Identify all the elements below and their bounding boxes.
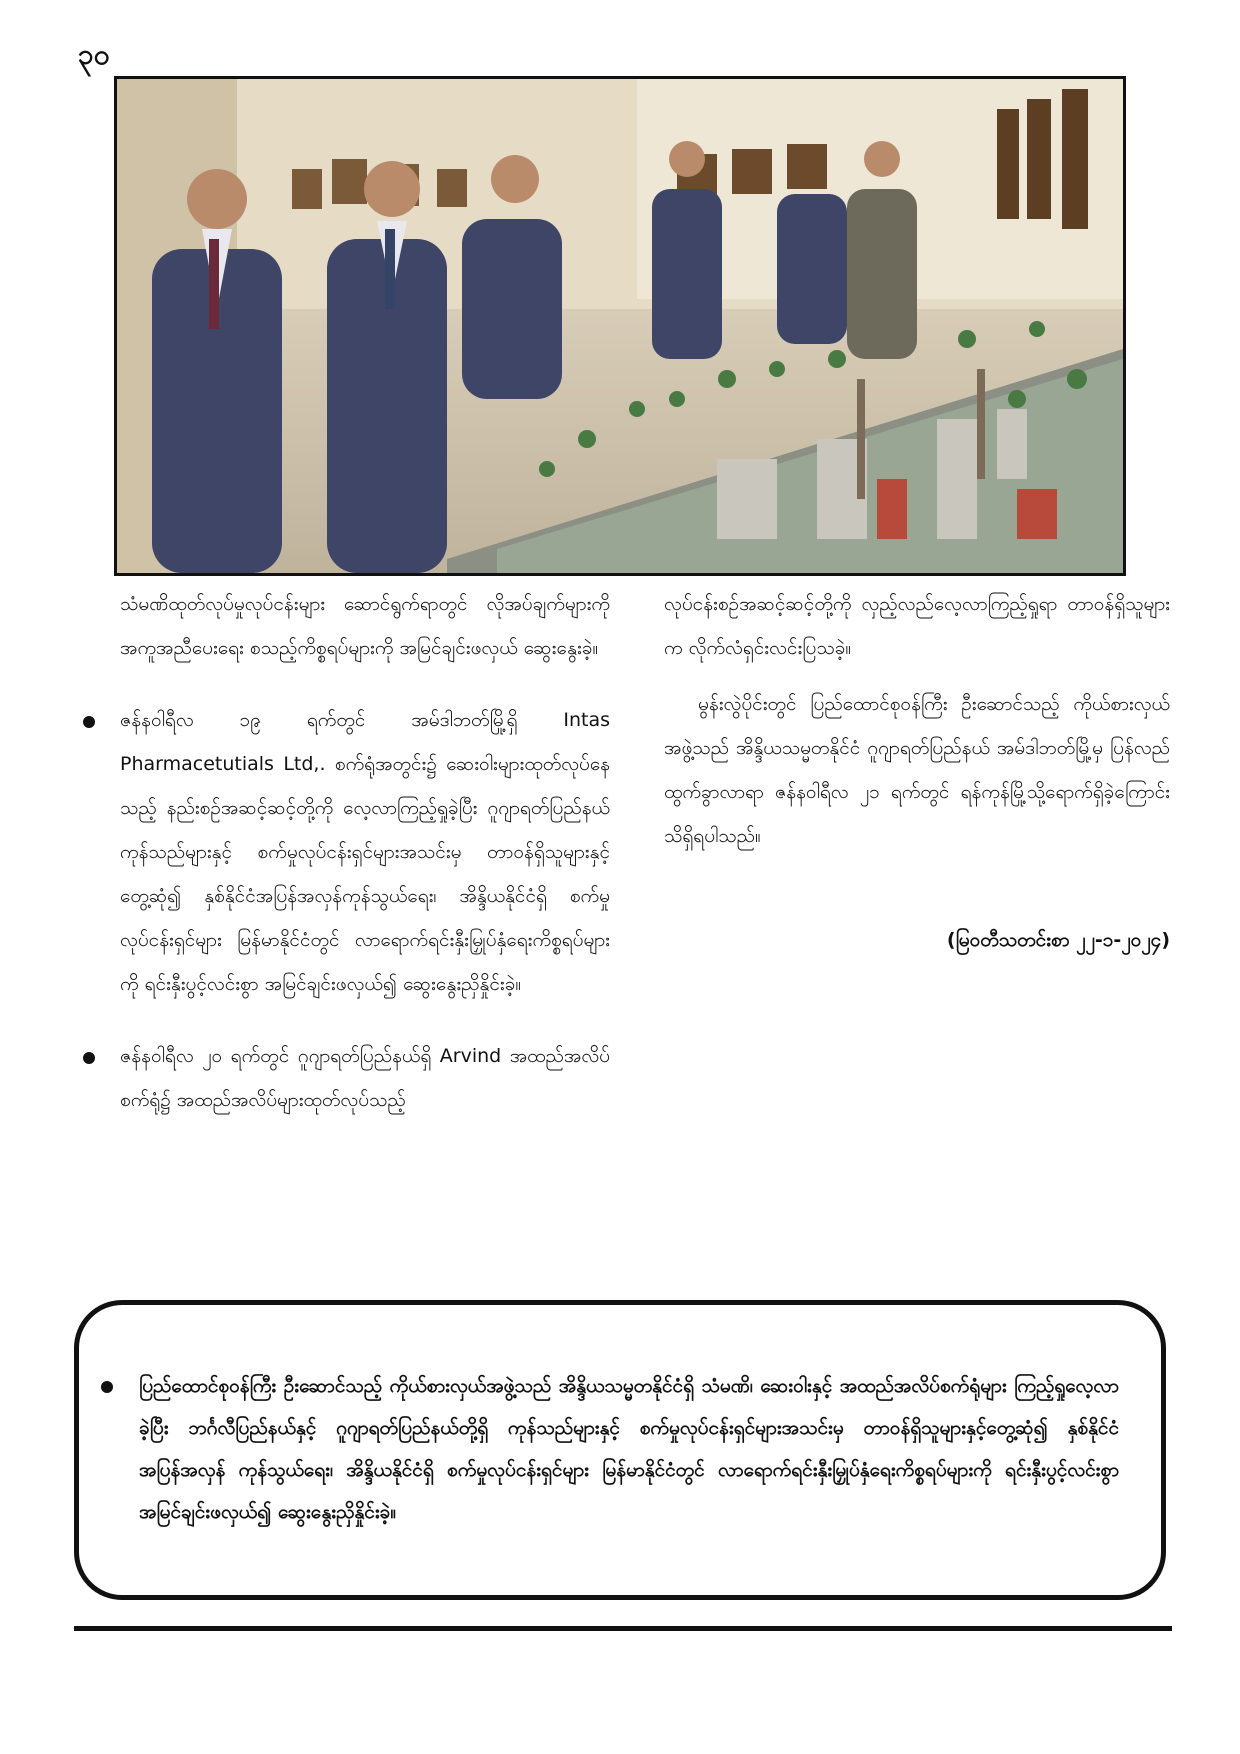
- right-continued-paragraph: လုပ်ငန်းစဉ်အဆင့်ဆင့်တို့ကို လှည့်လည်လေ့လာကြည့်ရှုရာ တာဝန်ရှိသူများက လိုက်လံရှင်းလင်းပြသခဲ့။: [664, 593, 1170, 659]
- bullet-icon: [101, 1381, 113, 1393]
- summary-text: ပြည်ထောင်စုဝန်ကြီး ဦးဆောင်သည့် ကိုယ်စားလှယ်အဖွဲ့သည် အိန္ဒိယသမ္မတနိုင်ငံရှိ သံမဏိ၊ ဆေးဝါးနှင့် အထည်အလိပ်စက်ရုံများ ကြည့်ရှုလေ့လာခဲ့ပြီး ဘင်္ဂလီပြည်နယ်နှင့် ဂူဂျာရတ်ပြည်နယ်တို့ရှိ ကုန်သည်များနှင့် စက်မှုလုပ်ငန်းရှင်များအသင်းမှ တာဝန်ရှိသူများနှင့်တွေ့ဆုံ၍ နှစ်နိုင်ငံအပြန်အလှန် ကုန်သွယ်ရေး၊ အိန္ဒိယနိုင်ငံရှိ စက်မှုလုပ်ငန်းရှင်များ မြန်မာနိုင်ငံတွင် လာရောက်ရင်းနှီးမြှုပ်နှံရေးကိစ္စရပ်များကို ရင်းနှီးပွင့်လင်းစွာ အမြင်ချင်းဖလှယ်၍ ဆွေးနွေးညှိနှိုင်းခဲ့။: [139, 1375, 1119, 1523]
- right-column: [664, 582, 1170, 962]
- bullet-item-intas: [120, 698, 610, 1006]
- closing-paragraph: မွန်းလွဲပိုင်းတွင် ပြည်ထောင်စုဝန်ကြီး ဦးဆောင်သည့် ကိုယ်စားလှယ်အဖွဲ့သည် အိန္ဒိယသမ္မတနိုင်ငံ ဂူဂျာရတ်ပြည်နယ် အမ်ဒါဘတ်မြို့မှ ပြန်လည်ထွက်ခွာလာရာ ဇန်နဝါရီလ ၂၁ ရက်တွင် ရန်ကုန်မြို့သို့ရောက်ရှိခဲ့ကြောင်း သိရှိရပါသည်။: [664, 693, 1170, 847]
- summary-box: [74, 1300, 1166, 1600]
- news-photo: [114, 76, 1126, 576]
- bullet-icon: [83, 716, 95, 728]
- news-source: (မြဝတီသတင်းစာ ၂၂-၁-၂၀၂၄): [946, 929, 1170, 951]
- bullet-text: ဇန်နဝါရီလ ၁၉ ရက်တွင် အမ်ဒါဘတ်မြို့ရှိ Intas Pharmacetutials Ltd,. စက်ရုံအတွင်း၌ ဆေးဝါးများထုတ်လုပ်နေသည့် နည်းစဉ်အဆင့်ဆင့်တို့ကို လေ့လာကြည့်ရှုခဲ့ပြီး ဂူဂျာရတ်ပြည်နယ် ကုန်သည်များနှင့် စက်မှုလုပ်ငန်းရှင်များအသင်းမှ တာဝန်ရှိသူများနှင့်တွေ့ဆုံ၍ နှစ်နိုင်ငံအပြန်အလှန်ကုန်သွယ်ရေး၊ အိန္ဒိယနိုင်ငံရှိ စက်မှုလုပ်ငန်းရှင်များ မြန်မာနိုင်ငံတွင် လာရောက်ရင်းနှီးမြှုပ်နှံရေးကိစ္စရပ်များကို ရင်းနှီးပွင့်လင်းစွာ အမြင်ချင်းဖလှယ်၍ ဆွေးနွေးညှိနှိုင်းခဲ့။: [120, 709, 610, 995]
- bottom-rule: [74, 1626, 1172, 1631]
- photo-icon: [117, 79, 1123, 573]
- bullet-text: ဇန်နဝါရီလ ၂၀ ရက်တွင် ဂူဂျာရတ်ပြည်နယ်ရှိ Arvind အထည်အလိပ်စက်ရုံ၌ အထည်အလိပ်များထုတ်လုပ်သည့်: [120, 1045, 610, 1111]
- bullet-icon: [83, 1052, 95, 1064]
- left-continued-paragraph: သံမဏိထုတ်လုပ်မှုလုပ်ငန်းများ ဆောင်ရွက်ရာတွင် လိုအပ်ချက်များကို အကူအညီပေးရေး စသည့်ကိစ္စရပ်များကို အမြင်ချင်းဖလှယ် ဆွေးနွေးခဲ့။: [120, 593, 610, 659]
- left-column: [120, 582, 610, 1122]
- bullet-item-arvind: [120, 1034, 610, 1122]
- summary-item: [139, 1365, 1119, 1533]
- page-number: ၃၀: [78, 38, 110, 71]
